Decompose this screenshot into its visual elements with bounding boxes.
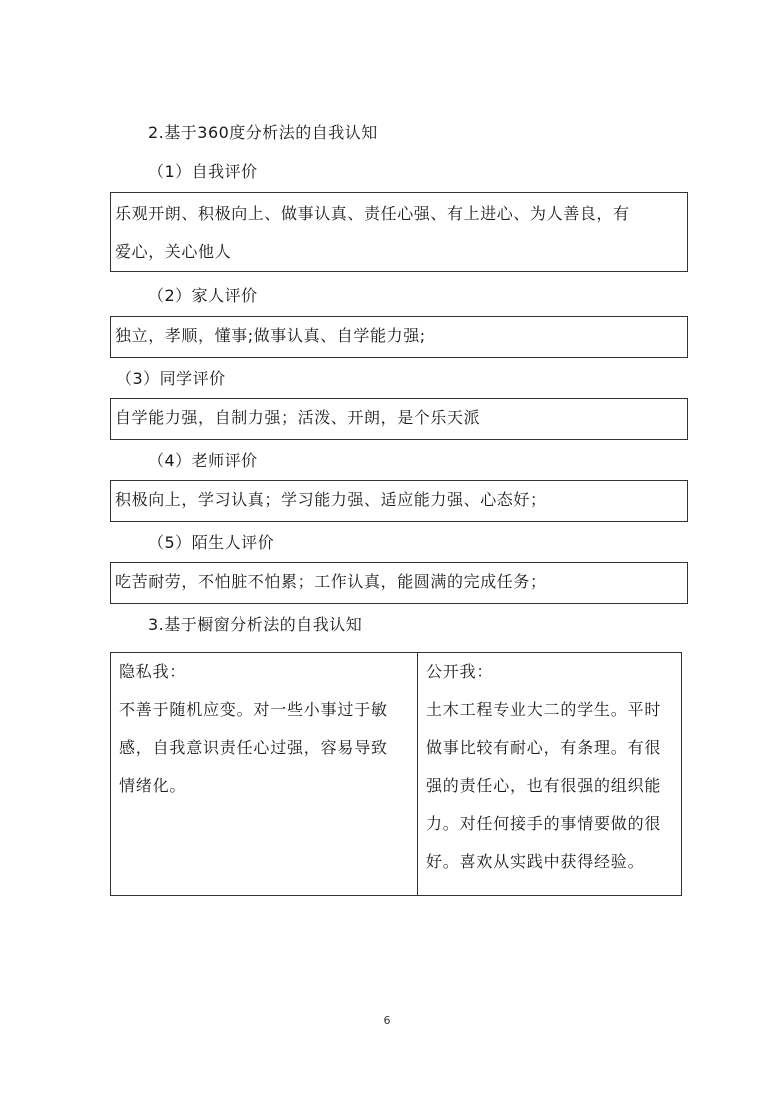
family-evaluation-box	[110, 316, 688, 358]
self-evaluation-line-2: 爱心，关心他人	[115, 242, 232, 261]
private-self-line-1: 不善于随机应变。对一些小事过于敏	[119, 700, 388, 719]
private-self-title: 隐私我：	[119, 662, 187, 681]
stranger-evaluation-label: （5）陌生人评价	[148, 533, 275, 552]
private-self-cell	[111, 653, 418, 895]
section-title-360: 2.基于360度分析法的自我认知	[148, 123, 378, 142]
public-self-line-5: 好。喜欢从实践中获得经验。	[426, 852, 645, 871]
self-evaluation-line-1: 乐观开朗、积极向上、做事认真、责任心强、有上进心、为人善良，有	[115, 204, 630, 223]
public-self-title: 公开我：	[426, 662, 494, 681]
private-self-line-3: 情绪化。	[119, 776, 187, 795]
self-evaluation-label: （1）自我评价	[148, 162, 258, 181]
private-self-line-2: 感，自我意识责任心过强，容易导致	[119, 738, 388, 757]
stranger-evaluation-line: 吃苦耐劳，不怕脏不怕累；工作认真，能圆满的完成任务；	[115, 572, 547, 591]
stranger-evaluation-box	[110, 562, 688, 604]
family-evaluation-label: （2）家人评价	[148, 286, 258, 305]
self-evaluation-box	[110, 192, 688, 272]
teacher-evaluation-line: 积极向上，学习认真；学习能力强、适应能力强、心态好；	[115, 490, 547, 509]
family-evaluation-line: 独立，孝顺，懂事;做事认真、自学能力强;	[115, 326, 426, 345]
johari-window-table	[110, 652, 682, 896]
public-self-line-3: 强的责任心，也有很强的组织能	[426, 776, 662, 795]
page-number: 6	[383, 1014, 391, 1027]
section-title-window: 3.基于橱窗分析法的自我认知	[148, 615, 363, 634]
teacher-evaluation-box	[110, 480, 688, 522]
teacher-evaluation-label: （4）老师评价	[148, 451, 258, 470]
public-self-line-1: 土木工程专业大二的学生。平时	[426, 700, 662, 719]
classmate-evaluation-label: （3）同学评价	[116, 369, 226, 388]
public-self-cell	[418, 653, 681, 895]
public-self-line-4: 力。对任何接手的事情要做的很	[426, 814, 662, 833]
classmate-evaluation-box	[110, 398, 688, 440]
public-self-line-2: 做事比较有耐心，有条理。有很	[426, 738, 662, 757]
classmate-evaluation-line: 自学能力强，自制力强；活泼、开朗，是个乐天派	[115, 408, 481, 427]
